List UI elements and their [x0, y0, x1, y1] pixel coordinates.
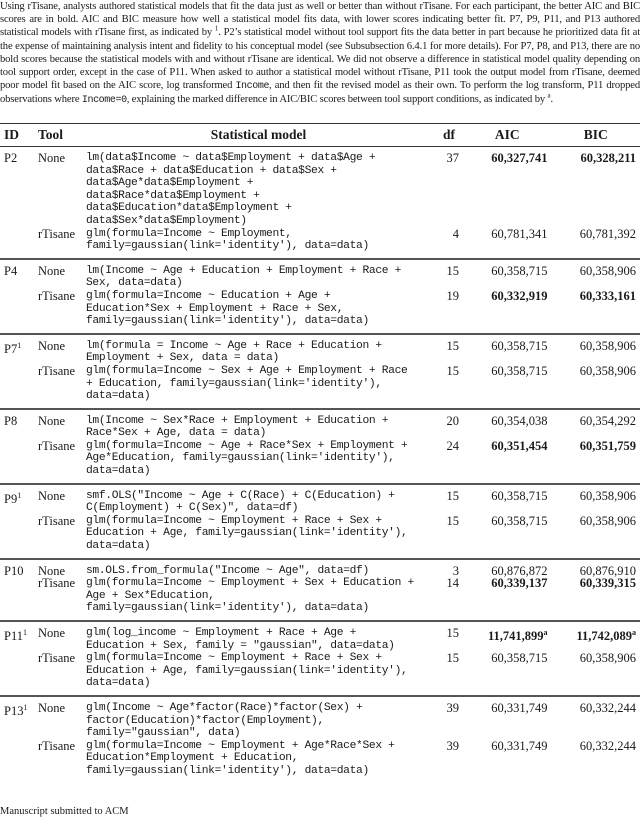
tool-condition: rTisane — [38, 651, 76, 666]
aic-score-cell — [463, 515, 552, 559]
df-value: 15 — [446, 488, 459, 503]
participant-id-cell — [0, 365, 34, 409]
df-value: 19 — [446, 288, 459, 303]
aic-score: 60,781,341 — [491, 226, 548, 241]
bic-score: 60,333,161 — [579, 288, 636, 303]
statistical-model-code: glm(formula=Income ~ Employment + Race + Sex + Education + Age, family=gaussian(link='identity'), data=data) — [86, 652, 408, 690]
bic-score: 60,876,910 — [579, 563, 636, 578]
header-id: ID — [4, 127, 20, 142]
participant-id-cell — [0, 409, 34, 440]
statistical-model-code: glm(Income ~ Age*factor(Race)*factor(Sex) + factor(Education)*factor(Employment), family="gaussian", data) — [86, 701, 363, 740]
bic-score-cell — [552, 484, 640, 515]
tool-condition: rTisane — [38, 288, 76, 303]
bic-score-cell — [552, 365, 640, 409]
participant-group — [0, 621, 640, 696]
participant-id-cell — [0, 259, 34, 290]
header-df: df — [442, 127, 455, 142]
table-header-row — [0, 124, 640, 147]
df-value: 20 — [446, 413, 459, 428]
aic-score: 60,327,741 — [491, 151, 548, 165]
bic-score: 60,328,211 — [580, 151, 636, 165]
header-model: Statistical model — [210, 127, 307, 142]
aic-score: 60,358,715 — [491, 513, 548, 528]
log-transform-footnote-mark: a — [543, 628, 548, 637]
caption-code: Income=0 — [81, 95, 127, 107]
table-row — [0, 577, 640, 621]
table-row — [0, 440, 640, 484]
bic-score: 60,358,906 — [579, 651, 636, 666]
aic-score: 60,332,919 — [491, 288, 548, 303]
participant-group — [0, 696, 640, 783]
table-row — [0, 484, 640, 515]
table-row — [0, 652, 640, 696]
tool-condition: rTisane — [38, 738, 76, 753]
df-value: 15 — [446, 651, 459, 666]
order-footnote-mark: 1 — [23, 702, 28, 712]
tool-condition: None — [38, 413, 66, 428]
statistical-model-code: glm(formula=Income ~ Employment + Age*Race*Sex + Education*Employment + Education, family=gaussian(link='identity'), data=data) — [86, 739, 395, 777]
caption-text: . P2’s statistical model without tool support fits the data better in part because he prioritized data fit at the expense of maintaining analysis intent and fidelity to his conceptual model (see Subsubsection 6.4.1 for more details). For P7, P8, and P13, there are no bold scores because the statistical models with and without rTisane are identical. We did not observe a difference in statistical model quality depending on tool support order, except in the case of P11. When asked to author a statistical model without rTisane, P11 took the output model from rTisane, deemed poor model fit based on the AIC score, log transformed — [0, 27, 640, 92]
tool-condition: None — [38, 263, 66, 278]
statistical-model-code: glm(formula=Income ~ Sex + Age + Employment + Race + Education, family=gaussian(link='identity'), data=data) — [86, 364, 408, 403]
order-footnote-mark: 1 — [23, 628, 27, 637]
participant-id-cell — [0, 577, 34, 621]
participant-group — [0, 409, 640, 484]
aic-score-cell — [463, 147, 552, 228]
bic-score: 60,351,759 — [579, 438, 636, 453]
tool-condition: rTisane — [38, 513, 76, 528]
caption-text: , and then fit the revised model as their own. To perform the log transform, P11 dropped observations where — [0, 80, 640, 106]
bic-score: 60,339,315 — [579, 576, 636, 591]
bic-score: 60,332,244 — [579, 738, 636, 753]
order-footnote-mark: 1 — [17, 490, 22, 500]
log-transform-footnote-mark: a — [632, 628, 636, 637]
participant-id-cell — [0, 515, 34, 559]
participant-id-cell — [0, 740, 34, 783]
aic-score: 60,358,715 — [491, 363, 548, 378]
tool-condition: None — [38, 488, 66, 503]
tool-condition: rTisane — [38, 576, 76, 591]
participant-id: P8 — [4, 413, 18, 428]
participant-id-cell — [0, 621, 34, 652]
bic-score: 60,332,244 — [579, 700, 636, 715]
bic-score: 60,358,906 — [579, 363, 636, 378]
tool-condition: rTisane — [38, 226, 76, 241]
tool-condition: None — [38, 700, 66, 715]
df-value: 4 — [452, 226, 459, 241]
tool-condition: None — [38, 338, 66, 353]
table-row — [0, 621, 640, 652]
bic-score: 60,781,392 — [579, 226, 636, 241]
table-row — [0, 740, 640, 783]
table-row — [0, 290, 640, 334]
page-footer: Manuscript submitted to ACM — [0, 806, 129, 817]
bic-score-cell — [552, 290, 640, 334]
header-bic: BIC — [583, 127, 608, 142]
statistical-model-code: glm(log_income ~ Employment + Race + Age + Education + Sex, family = "gaussian", data=data) — [86, 627, 395, 652]
aic-score: 60,331,749 — [491, 738, 548, 753]
aic-score-cell — [463, 740, 552, 783]
bic-score: 60,358,906 — [579, 488, 636, 503]
tool-condition: None — [38, 563, 66, 578]
table-row — [0, 147, 640, 228]
bic-score-cell — [552, 652, 640, 696]
df-value: 39 — [446, 700, 459, 715]
statistical-model-code: lm(Income ~ Age + Education + Employment + Race + Sex, data=data) — [86, 264, 402, 290]
participant-id-cell — [0, 559, 34, 578]
aic-score-cell — [463, 334, 552, 365]
aic-score-cell — [463, 440, 552, 484]
df-value: 15 — [446, 338, 459, 353]
df-value: 24 — [446, 438, 459, 453]
statistical-model-code: lm(formula = Income ~ Age + Race + Education + Employment + Sex, data = data) — [86, 339, 382, 365]
bic-score: 60,358,906 — [579, 338, 636, 353]
bic-score-cell — [552, 696, 640, 740]
statistical-model-code: glm(formula=Income ~ Age + Race*Sex + Employment + Age*Education, family=gaussian(link='identity'), data=data) — [86, 439, 408, 478]
bic-score: 11,742,089 — [576, 629, 632, 644]
table-row — [0, 334, 640, 365]
bic-score-cell — [552, 621, 640, 652]
participant-group — [0, 559, 640, 621]
tool-condition: None — [38, 626, 66, 640]
aic-score: 60,358,715 — [491, 488, 548, 503]
df-value: 37 — [446, 151, 459, 165]
bic-score-cell — [552, 228, 640, 259]
df-value: 15 — [446, 513, 459, 528]
df-value: 15 — [446, 263, 459, 278]
statistical-model-code: lm(Income ~ Sex*Race + Employment + Education + Race*Sex + Age, data = data) — [86, 414, 389, 440]
participant-id: P10 — [4, 563, 24, 578]
participant-id-cell — [0, 147, 34, 228]
aic-score: 60,876,872 — [491, 563, 548, 578]
participant-id-cell — [0, 652, 34, 696]
participant-group — [0, 147, 640, 259]
participant-id: P13 — [4, 704, 24, 719]
participant-id: P2 — [4, 151, 18, 165]
participant-id-cell — [0, 228, 34, 259]
bic-score-cell — [552, 559, 640, 578]
aic-score-cell — [463, 259, 552, 290]
bic-score-cell — [552, 147, 640, 228]
header-tool: Tool — [38, 127, 64, 142]
aic-score-cell — [463, 409, 552, 440]
bic-score: 60,354,292 — [579, 413, 636, 428]
df-value: 14 — [446, 576, 459, 591]
order-footnote-mark: 1 — [17, 340, 22, 350]
aic-score: 60,358,715 — [491, 263, 548, 278]
table-row — [0, 559, 640, 578]
caption-code: Income — [235, 81, 270, 93]
tool-condition: rTisane — [38, 363, 76, 378]
participant-id: P7 — [4, 341, 18, 356]
aic-score: 60,354,038 — [491, 413, 548, 428]
participant-group — [0, 334, 640, 409]
table-row — [0, 409, 640, 440]
caption-text: Using rTisane, analysts authored statistical models that fit the data just as well or better than without rTisane. For each participant, the better AIC and BIC scores are in bold. AIC and BIC measure how well a statistical model fits data, with lower scores indicating better fit. P7, P9, P11, and P13 authored statistical models with rTisane first, as indicated by — [0, 1, 640, 39]
tool-condition: rTisane — [38, 438, 76, 453]
bic-score-cell — [552, 740, 640, 783]
caption-text: , explaining the marked difference in AIC/BIC scores between tool support conditions, as indicated by — [126, 94, 548, 106]
header-aic: AIC — [494, 127, 520, 142]
aic-score-cell — [463, 577, 552, 621]
participant-group — [0, 259, 640, 334]
participant-id: P4 — [4, 263, 18, 278]
aic-score-cell — [463, 228, 552, 259]
statistical-model-code: sm.OLS.from_formula("Income ~ Age", data=df) — [86, 564, 369, 577]
aic-score-cell — [463, 696, 552, 740]
participant-id: P9 — [4, 491, 18, 506]
statistical-model-code: glm(formula=Income ~ Employment, family=gaussian(link='identity'), data=data) — [86, 227, 369, 253]
table-caption — [0, 0, 640, 108]
participant-id-cell — [0, 440, 34, 484]
aic-score: 60,358,715 — [491, 338, 548, 353]
bic-score-cell — [552, 577, 640, 621]
bic-score-cell — [552, 259, 640, 290]
aic-score-cell — [463, 621, 552, 652]
statistical-model-code: glm(formula=Income ~ Employment + Race + Sex + Education + Age, family=gaussian(link='identity'), data=data) — [86, 514, 408, 553]
aic-score-cell — [463, 484, 552, 515]
statistical-model-code: lm(data$Income ~ data$Employment + data$Age + data$Race + data$Education + data$Sex + data$Age*data$Employment + data$Race*data$Employment + data$Education*data$Employment + data$Sex*data$Employment) — [86, 152, 376, 227]
statistical-models-table — [0, 123, 640, 783]
caption-footnote-mark: 1 — [214, 24, 219, 33]
aic-score: 60,358,715 — [491, 651, 548, 666]
table-row — [0, 259, 640, 290]
table-row — [0, 515, 640, 559]
aic-score: 60,331,749 — [491, 700, 548, 715]
statistical-model-code: glm(formula=Income ~ Education + Age + Education*Sex + Employment + Race + Sex, family=gaussian(link='identity'), data=data) — [86, 289, 369, 328]
aic-score-cell — [463, 290, 552, 334]
aic-score-cell — [463, 365, 552, 409]
participant-group — [0, 484, 640, 559]
participant-id-cell — [0, 484, 34, 515]
tool-condition: None — [38, 151, 66, 165]
aic-score: 60,339,137 — [491, 576, 548, 591]
aic-score: 60,351,454 — [491, 438, 548, 453]
bic-score-cell — [552, 334, 640, 365]
bic-score-cell — [552, 409, 640, 440]
participant-id-cell — [0, 290, 34, 334]
aic-score-cell — [463, 559, 552, 578]
statistical-model-code: smf.OLS("Income ~ Age + C(Race) + C(Education) + C(Employment) + C(Sex)", data=df) — [86, 489, 395, 515]
caption-footnote-mark: a — [547, 91, 551, 100]
df-value: 15 — [446, 626, 459, 640]
table-row — [0, 228, 640, 259]
caption-text: . — [550, 94, 553, 106]
table-row — [0, 365, 640, 409]
bic-score-cell — [552, 440, 640, 484]
bic-score: 60,358,906 — [579, 263, 636, 278]
df-value: 15 — [446, 363, 459, 378]
bic-score-cell — [552, 515, 640, 559]
table-row — [0, 696, 640, 740]
participant-id-cell — [0, 334, 34, 365]
participant-id-cell — [0, 696, 34, 740]
aic-score: 11,741,899 — [487, 629, 544, 644]
aic-score-cell — [463, 652, 552, 696]
df-value: 3 — [452, 563, 459, 578]
bic-score: 60,358,906 — [579, 513, 636, 528]
df-value: 39 — [446, 738, 459, 753]
statistical-model-code: glm(formula=Income ~ Employment + Sex + Education + Age + Sex*Education, family=gaussian(link='identity'), data=data) — [86, 577, 414, 615]
participant-id: P11 — [4, 629, 23, 644]
